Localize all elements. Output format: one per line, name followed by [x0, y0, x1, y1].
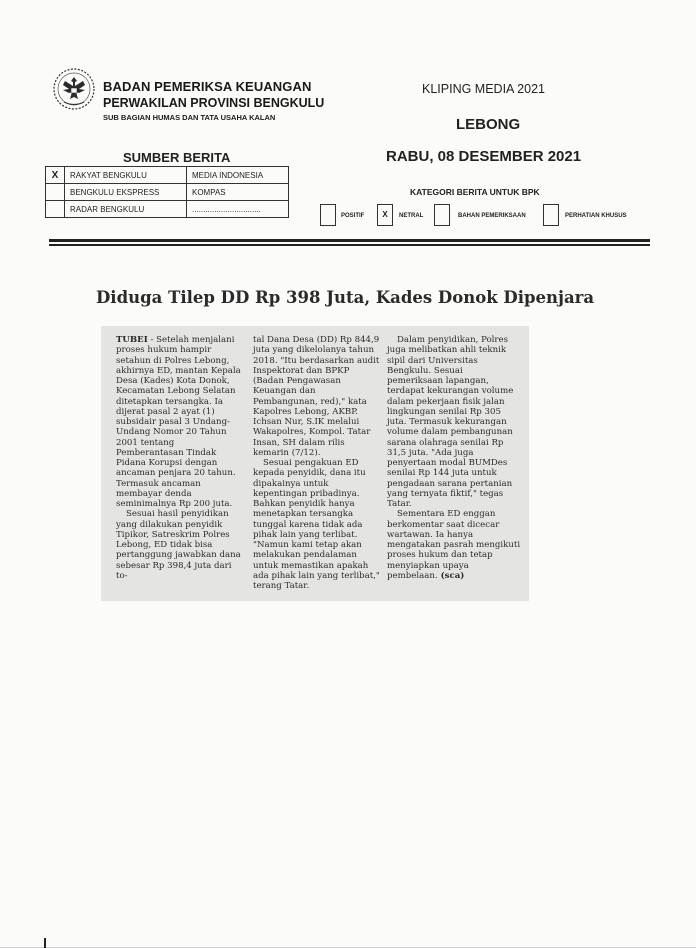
- newspaper-clipping: [101, 326, 529, 601]
- category-checkbox-netral: X: [377, 204, 393, 226]
- scan-edge-mark: [44, 938, 46, 948]
- article-signoff: (sca): [437, 570, 465, 581]
- organization-block: [103, 79, 324, 125]
- article-column-3: [387, 335, 521, 581]
- article-paragraph: Sementara ED enggan berkomentar saat dicecar wartawan. Ia hanya mengatakan pasrah mengikuti proses hukum dan tetap menyiapkan upaya pembelaan.: [387, 509, 521, 581]
- source-name: RAKYAT BENGKULU: [65, 167, 187, 184]
- article-paragraph: Dalam penyidikan, Polres juga melibatkan ahli teknik sipil dari Universitas Bengkulu. Sesuai pemeriksaan lapangan, terdapat kekurangan volume dalam pekerjaan fisik jalan lingkungan senilai Rp 305 juta. Termasuk kekurangan volume dalam pembangunan sarana olahraga senilai Rp 31,5 juta. "Ada juga penyertaan modal BUMDes senilai Rp 144 juta untuk pengadaan sarana pertanian yang ternyata fiktif," tegas Tatar.: [387, 335, 514, 509]
- article-headline: Diduga Tilep DD Rp 398 Juta, Kades Donok Dipenjara: [96, 288, 595, 307]
- source-row: [46, 201, 289, 218]
- region-title: LEBONG: [456, 116, 521, 133]
- category-title: KATEGORI BERITA UNTUK BPK: [410, 187, 540, 197]
- org-subdivision: SUB BAGIAN HUMAS DAN TATA USAHA KALAN: [103, 113, 276, 122]
- category-label-perhatian-khusus: PERHATIAN KHUSUS: [565, 213, 627, 219]
- article-paragraph: - Setelah menjalani proses hukum hampir setahun di Polres Lebong, akhirnya ED, mantan Kepala Desa (Kades) Kota Donok, Kecamatan Lebong Selatan ditetapkan tersangka. Ia dijerat pasal 2 ayat (1) subsidair pasal 3 Undang-Undang Nomor 20 Tahun 2001 tentang Pemberantasan Tindak Pidana Korupsi dengan ancaman penjara 20 tahun. Termasuk ancaman membayar denda seminimalnya Rp 200 juta.: [116, 335, 241, 509]
- article-column-2: [253, 335, 381, 591]
- category-checkbox-perhatian-khusus: [543, 204, 559, 226]
- source-mark: [46, 184, 65, 201]
- source-name: ...............................: [187, 201, 289, 218]
- article-paragraph: Sesuai hasil penyidikan yang dilakukan penyidik Tipikor, Satreskrim Polres Lebong, ED tidak bisa pertanggung jawabkan dana sebesar Rp 398,4 juta dari to-: [116, 509, 241, 581]
- category-checkbox-bahan-pemeriksaan: [434, 204, 450, 226]
- source-row: [46, 167, 289, 184]
- source-name: MEDIA INDONESIA: [187, 167, 289, 184]
- kliping-label: KLIPING MEDIA 2021: [422, 82, 545, 96]
- source-table: [45, 166, 289, 218]
- article-paragraph: Sesuai pengakuan ED kepada penyidik, dana itu dipakainya untuk kepentingan pribadinya. Bahkan penyidik hanya menetapkan tersangka tunggal karena tidak ada pihak lain yang terlibat. "Namun kami tetap akan melakukan pendalaman untuk memastikan apakah ada pihak lain yang terlibat," terang Tatar.: [253, 458, 380, 591]
- bpk-garuda-logo-icon: [52, 66, 96, 112]
- source-mark: [46, 201, 65, 218]
- source-title: SUMBER BERITA: [123, 150, 231, 165]
- category-label-bahan-pemeriksaan: BAHAN PEMERIKSAAN: [458, 213, 526, 219]
- source-name: BENGKULU EKSPRESS: [65, 184, 187, 201]
- article-column-1: [116, 335, 244, 581]
- category-label-netral: NETRAL: [399, 213, 424, 219]
- category-label-positif: POSITIF: [341, 213, 365, 219]
- header-divider: [49, 239, 650, 242]
- article-paragraph: tal Dana Desa (DD) Rp 844,9 juta yang dikelolanya tahun 2018. "Itu berdasarkan audit Inspektorat dan BPKP (Badan Pengawasan Keuangan dan Pembangunan, red)," kata Kapolres Lebong, AKBP. Ichsan Nur, S.IK melalui Wakapolres, Kompol. Tatar Insan, SH dalam rilis kemarin (7/12).: [253, 335, 380, 458]
- org-representative: PERWAKILAN PROVINSI BENGKULU: [103, 96, 325, 110]
- article-dateline: TUBEI: [116, 335, 148, 345]
- header-divider: [49, 244, 650, 246]
- source-mark: X: [46, 167, 65, 184]
- source-name: KOMPAS: [187, 184, 289, 201]
- source-name: RADAR BENGKULU: [65, 201, 187, 218]
- clipping-date: RABU, 08 DESEMBER 2021: [386, 148, 582, 165]
- source-row: [46, 184, 289, 201]
- category-checkbox-positif: [320, 204, 336, 226]
- org-name: BADAN PEMERIKSA KEUANGAN: [103, 79, 312, 94]
